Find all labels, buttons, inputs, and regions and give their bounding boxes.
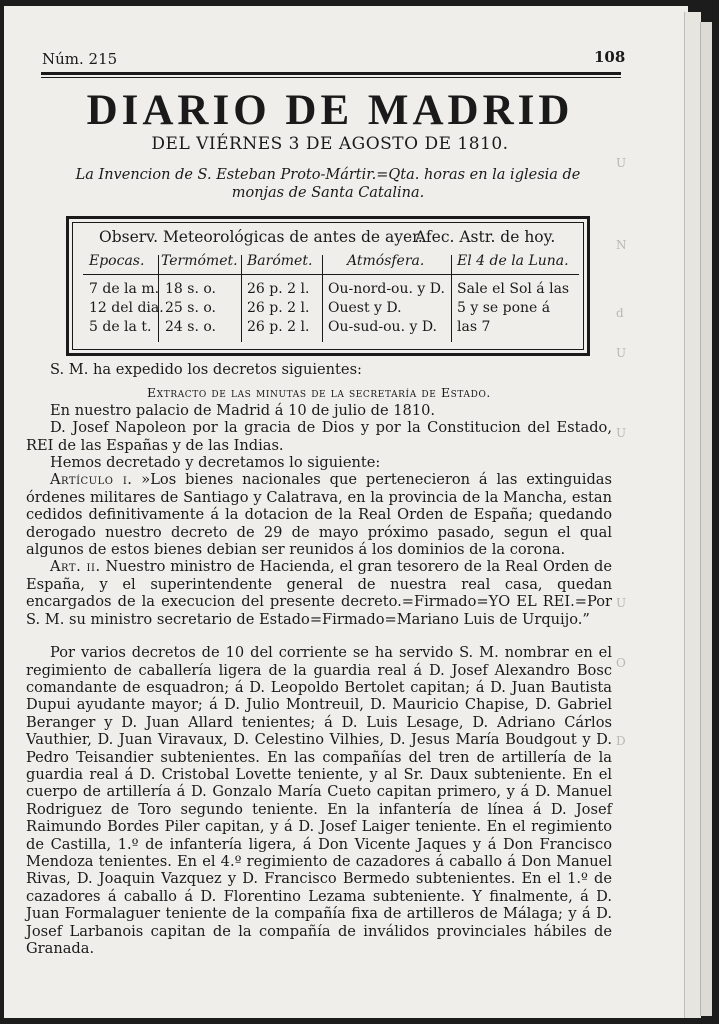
atmosphere-cell: Ou-sud-ou. y D. [328,319,437,335]
epoch-cell: 7 de la m. [89,281,160,297]
col-barometro: Barómet. [247,253,313,269]
page-edge [700,22,712,1016]
thermometer-cell: 25 s. o. [165,300,216,316]
thermometer-cell: 18 s. o. [165,281,216,297]
barometer-cell: 26 p. 2 l. [247,300,310,316]
header-underline [83,274,579,275]
article-1 [26,471,612,558]
masthead-title: DIARIO DE MADRID [86,87,574,134]
article-body [26,361,612,957]
decree-location: En nuestro palacio de Madrid á 10 de julio de 1810. [50,401,436,419]
col-epocas: Epocas. [89,253,145,269]
atmosphere-cell: Ou-nord-ou. y D. [328,281,445,297]
paragraph-gap [26,628,612,644]
extract-heading: Extracto de las minutas de la secretaría de Estado. [146,385,492,401]
decree-statement: Hemos decretado y decretamos lo siguiente: [50,454,381,472]
astro-title: Afec. Astr. de hoy. [415,228,556,246]
header-rule [41,72,621,75]
barometer-cell: 26 p. 2 l. [247,281,310,297]
barometer-cell: 26 p. 2 l. [247,319,310,335]
bleed-through: U N d U U U O D [616,156,627,748]
issue-date: DEL VIÉRNES 3 DE AGOSTO DE 1810. [151,134,509,154]
issue-number: Núm. 215 [42,50,118,68]
epoch-cell: 12 del dia. [89,300,164,316]
article-1-text: »Los bienes nacionales que pertenecieron á las extinguidas órdenes militares de Santiago y Calatrava, en la provincia de la Mancha, estan cedidos definitivamente á la dotacion de la Real Orden de España; quedando derogado nuestro decreto de 29 de mayo próximo pasado, segun el qual algunos de estos bienes debian ser reunidos á los dominios de la corona. [26,471,612,559]
header-rule-thin [41,77,621,78]
weather-table [66,216,590,356]
page-edge [684,12,701,1018]
weather-title: Observ. Meteorológicas de antes de ayer. [99,228,423,246]
col-luna: El 4 de la Luna. [457,253,569,269]
column-divider [322,255,323,342]
column-divider [451,255,452,342]
epoch-cell: 5 de la t. [89,319,152,335]
newspaper-page [4,6,688,1018]
thermometer-cell: 24 s. o. [165,319,216,335]
col-atmosfera: Atmósfera. [347,253,425,269]
intro-paragraph: S. M. ha expedido los decretos siguientes: [50,361,362,378]
column-divider [158,255,159,342]
col-termometro: Termómet. [161,253,238,269]
article-2-label: Art. ii. [50,558,101,576]
saint-of-day: La Invencion de S. Esteban Proto-Mártir.=Qta. horas en la iglesia de monjas de Santa Catalina. [75,167,581,201]
article-2 [26,558,612,628]
article-1-label: Artículo i. [50,471,133,489]
moon-cell: las 7 [457,319,491,335]
decree-preamble: D. Josef Napoleon por la gracia de Dios y por la Constitucion del Estado, REI de las Españas y de las Indias. [26,419,612,454]
atmosphere-cell: Ouest y D. [328,300,402,316]
page-number: 108 [594,48,626,66]
moon-cell: 5 y se pone á [457,300,551,316]
moon-cell: Sale el Sol á las [457,281,570,297]
appointments-paragraph: Por varios decretos de 10 del corriente se ha servido S. M. nombrar en el regimiento de caballería ligera de la guardia real á D. Josef Alexandro Bosc comandante de esquadron; á D. Leopoldo Bertolet capitan; á D. Juan Bautista Dupui ayudante mayor; á D. Julio Montreuil, D. Mauricio Chapise, D. Gabriel Beranger y D. Juan Allard tenientes; á D. Luis Lesage, D. Adriano Cárlos Vauthier, D. Juan Viravaux, D. Celestino Vilhies, D. Jesus María Boudgout y D. Pedro Teisandier subtenientes. En las compañías del tren de artillería de la guardia real á D. Cristobal Lovette teniente, y al Sr. Daux subteniente. En el cuerpo de artillería á D. Gonzalo María Cueto capitan primero, y á D. Manuel Rodriguez de Toro segundo teniente. En la infantería de línea á D. Josef Raimundo Bordes Piler capitan, y á D. Josef Laiger teniente. En el regimiento de Castilla, 1.º de infantería ligera, á Don Vicente Jaques y á Don Francisco Mendoza tenientes. En el 4.º regimiento de cazadores á caballo á Don Manuel Rivas, D. Joaquin Vazquez y D. Francisco Bermedo subtenientes. En el 1.º de cazadores á caballo á D. Florentino Lezama subteniente. Y finalmente, á D. Juan Formalaguer teniente de la compañía fixa de artilleros de Málaga; y á D. Josef Larbanois capitan de la compañía de inválidos provinciales hábiles de Granada. [26,644,612,957]
article-2-text: Nuestro ministro de Hacienda, el gran tesorero de la Real Orden de España, y el superintendente general de nuestra real casa, quedan encargados de la execucion del presente decreto.=Firmado=YO EL REI.=Por S. M. su ministro secretario de Estado=Firmado=Mariano Luis de Urquijo.” [26,558,612,628]
column-divider [241,255,242,342]
